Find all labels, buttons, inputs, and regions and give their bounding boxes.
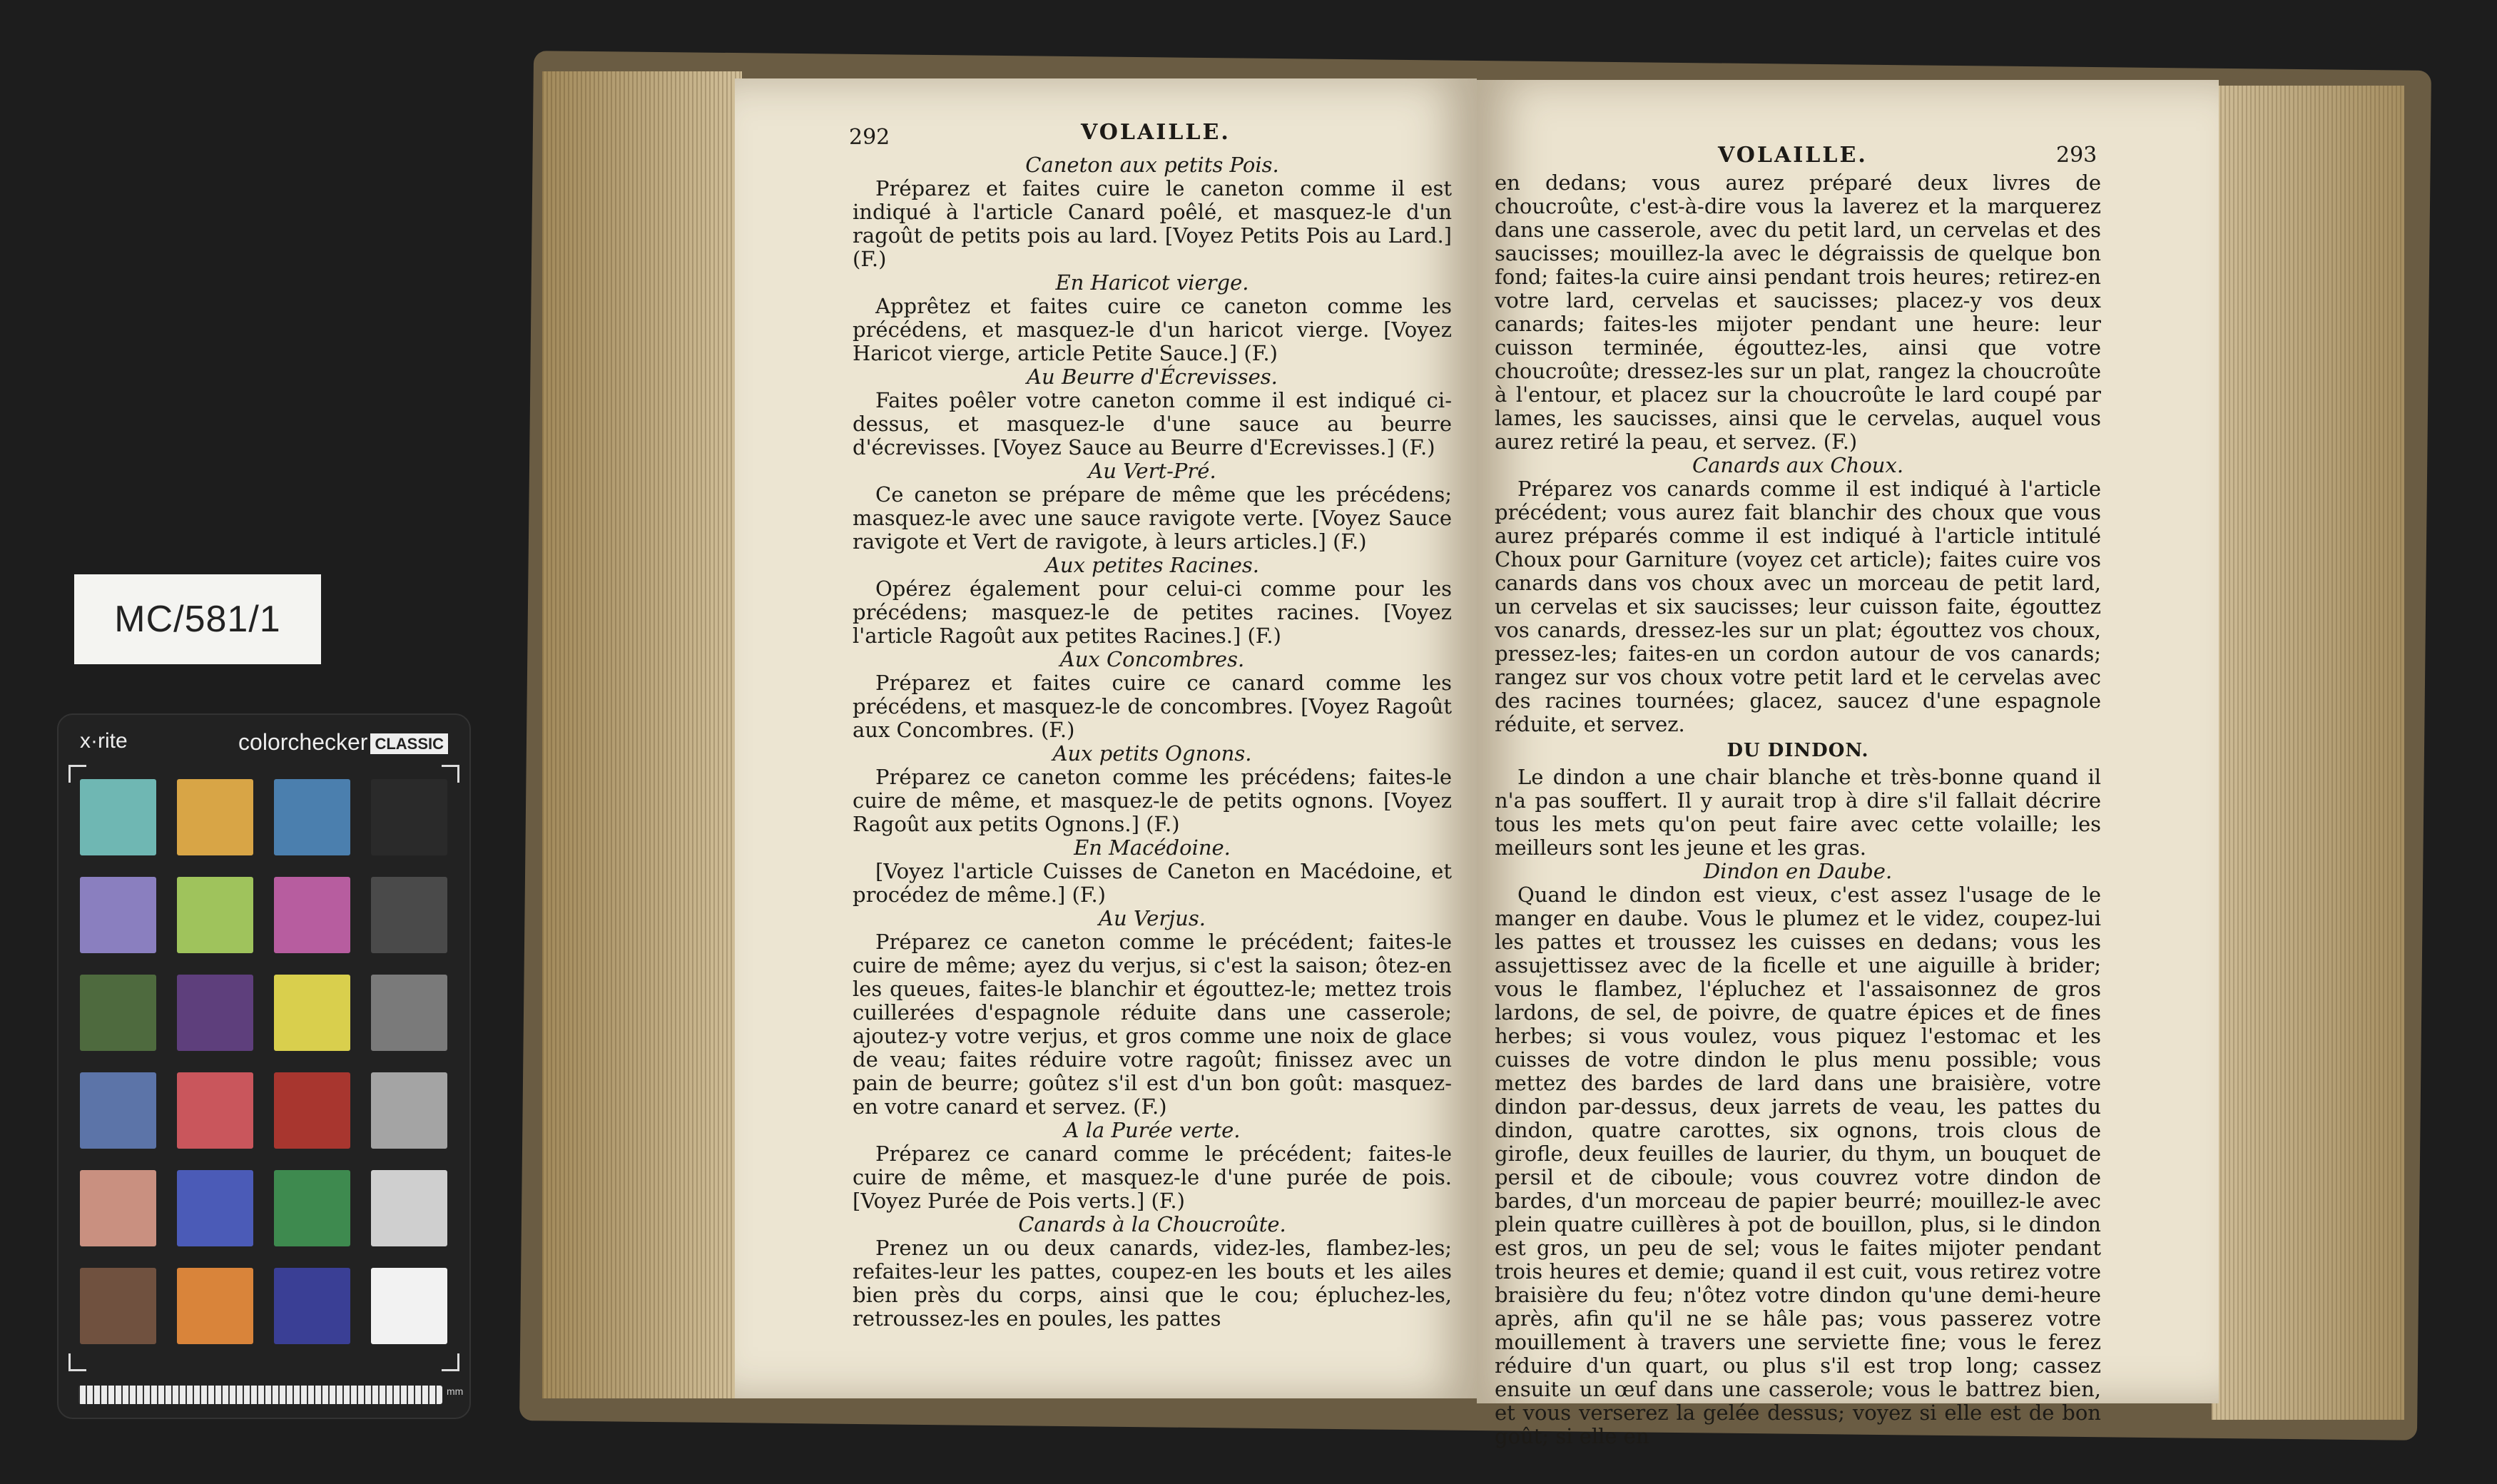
recipe-heading: En Haricot vierge. (1055, 270, 1249, 295)
color-patch (177, 975, 253, 1051)
color-patch (371, 1268, 447, 1344)
left-page-number: 292 (849, 125, 890, 150)
left-page-text (853, 153, 1452, 1331)
paragraph: en dedans; vous aurez préparé deux livres de choucroûte, c'est-à-dire vous la laverez et la marquerez dans une casserole, avec du petit lard, un cervelas et des saucisses; mouillez-la avec le dégraissis de quelque bon fond; faites-la cuire ainsi pendant trois heures; retirez-en votre lard, cervelas et saucisses; placez-y vos deux canards; faites-les mijoter pendant une heure: leur cuisson terminée, égouttez-les, ainsi que votre choucroûte; dressez-les sur un plat, rangez la choucroûte à l'entour, et placez sur la choucroûte le lard coupé par lames, les saucisses, ainsi que le cervelas, auquel vous aurez retiré la peau, et servez. (F.) (1495, 171, 2101, 454)
paragraph: Préparez ce canard comme le précédent; faites-le cuire de même, et masquez-le d'une purée de pois. [Voyez Purée de Pois verts.] (F.) (853, 1142, 1452, 1213)
corner-mark (68, 1353, 86, 1371)
section-heading: DU DINDON. (1726, 740, 1869, 761)
color-patch (177, 877, 253, 953)
recipe-heading: Canards aux Choux. (1692, 453, 1904, 477)
color-patch (371, 779, 447, 855)
xrite-logo: x·rite (80, 729, 128, 753)
paragraph: Préparez et faites cuire le caneton comme il est indiqué à l'article Canard poêlé, et masquez-le d'un ragoût de petits pois au lard. [Voyez Petits Pois au Lard.] (F.) (853, 176, 1452, 271)
color-patch (274, 1170, 350, 1246)
color-checker-card (57, 713, 471, 1419)
color-patch (80, 877, 156, 953)
color-patch (274, 779, 350, 855)
recipe-heading: Au Beurre d'Écrevisses. (1027, 365, 1278, 389)
color-patch (371, 1072, 447, 1149)
corner-mark (442, 765, 459, 783)
color-patch (371, 975, 447, 1051)
color-patch (274, 1072, 350, 1149)
ruler-unit-label: mm (447, 1386, 464, 1397)
paragraph: Préparez vos canards comme il est indiqué à l'article précédent; vous aurez fait blanchir des choux que vous aurez préparés comme il est indiqué à l'article intitulé Choux pour Garniture (voyez cet article); faites cuire vos canards dans vos choux avec un morceau de petit lard, un cervelas et six saucisses; leur cuisson faite, égouttez vos canards, dressez-les sur un plat; égouttez vos choux, pressez-les; faites-en un cordon autour de vos canards; rangez sur vos choux votre petit lard et le cervelas avec des racines tournées; glacez, saucez d'une espagnole réduite, et servez. (1495, 477, 2101, 736)
corner-mark (442, 1353, 459, 1371)
page-block-left (542, 71, 742, 1398)
color-patch (80, 1268, 156, 1344)
mm-ruler (78, 1386, 442, 1404)
paragraph: Préparez ce caneton comme le précédent; faites-le cuire de même; ayez du verjus, si c'est la saison; ôtez-en les queues, faites-le blanchir et égouttez-le; mettez trois cuillerées d'espagnole réduite dans une casserole; ajoutez-y votre verjus, et gros comme une noix de glace de veau; faites réduire votre ragoût; finissez avec un pain de beurre; goûtez s'il est d'un bon goût: masquez-en votre canard et servez. (F.) (853, 930, 1452, 1119)
paragraph: Préparez ce caneton comme les précédens; faites-le cuire de même, et masquez-le de petits ognons. [Voyez Ragoût aux petits Ognons.] (F.) (853, 765, 1452, 836)
recipe-heading: Dindon en Daube. (1703, 859, 1893, 883)
recipe-heading: Au Verjus. (1099, 906, 1206, 930)
color-patch (274, 975, 350, 1051)
colorchecker-badge: CLASSIC (370, 733, 448, 754)
color-patch (80, 975, 156, 1051)
page-block-right (2212, 86, 2404, 1420)
color-patch (274, 1268, 350, 1344)
color-patch (371, 877, 447, 953)
archive-reference-label (74, 574, 321, 664)
left-running-head: VOLAILLE. (1081, 120, 1231, 145)
paragraph: Préparez et faites cuire ce canard comme les précédens, et masquez-le de concombres. [Voyez Ragoût aux Concombres. (F.) (853, 671, 1452, 742)
recipe-heading: Au Vert-Pré. (1088, 459, 1216, 483)
color-patch (177, 1170, 253, 1246)
color-patch (177, 1072, 253, 1149)
paragraph: Apprêtez et faites cuire ce caneton comme les précédens, et masquez-le d'un haricot vierge. [Voyez Haricot vierge, article Petite Sauce.] (F.) (853, 294, 1452, 365)
paragraph: Quand le dindon est vieux, c'est assez l'usage de le manger en daube. Vous le plumez et le videz, coupez-lui les pattes et troussez les cuisses en dedans; vous les assujettissez avec de la ficelle et une aiguille à brider; vous le flambez, l'épluchez et l'assaisonnez de gros lardons, de sel, de poivre, de quatre épices et de fines herbes; si vous voulez, vous piquez l'estomac et les cuisses de votre dindon le plus menu possible; vous mettez des bardes de lard dans une braisière, votre dindon par-dessus, deux jarrets de veau, les pattes du dindon, quatre carottes, six ognons, trois clous de girofle, deux feuilles de laurier, du thym, un bouquet de persil et de ciboule; vous couvrez votre dindon de bardes, d'un morceau de papier beurré; mouillez-le avec plein quatre cuillères à pot de bouillon, plus, si le dindon est gros, un peu de sel; vous le faites mijoter pendant trois heures et demie; quand il est cuit, vous retirez votre braisière du feu; n'ôtez votre dindon qu'une demi-heure après, afin qu'il ne se hâle pas; vous passerez votre mouillement à travers une serviette fine; vous le ferez réduire d'un quart, ou plus s'il est trop long; cassez ensuite un œuf dans une casserole; vous le battrez bien, et vous verserez la gelée dessus; voyez si elle est de bon goût; si elle en (1495, 883, 2101, 1448)
recipe-heading: Aux Concombres. (1059, 647, 1245, 671)
color-patch (80, 1170, 156, 1246)
color-patch (80, 1072, 156, 1149)
recipe-heading: Caneton aux petits Pois. (1025, 153, 1279, 177)
color-patch (274, 877, 350, 953)
paragraph: Ce caneton se prépare de même que les précédens; masquez-le avec une sauce ravigote verte. [Voyez Sauce ravigote et Vert de ravigote, à leurs articles.] (F.) (853, 482, 1452, 554)
paragraph: [Voyez l'article Cuisses de Caneton en Macédoine, et procédez de même.] (F.) (853, 859, 1452, 907)
paragraph: Faites poêler votre caneton comme il est indiqué ci-dessus, et masquez-le d'une sauce au beurre d'écrevisses. [Voyez Sauce au Beurre d'Ecrevisses.] (F.) (853, 388, 1452, 459)
recipe-heading: En Macédoine. (1074, 835, 1231, 860)
paragraph: Prenez un ou deux canards, videz-les, flambez-les; refaites-leur les pattes, coupez-en les bouts et les ailes bien près du corps, ainsi que le cou; épluchez-les, retroussez-les en poules, les pattes (853, 1236, 1452, 1331)
color-patch (177, 1268, 253, 1344)
recipe-heading: A la Purée verte. (1064, 1118, 1241, 1142)
right-page-number: 293 (2056, 143, 2097, 168)
colorchecker-title (238, 729, 448, 756)
recipe-heading: Canards à la Choucroûte. (1018, 1212, 1286, 1236)
colorchecker-name: colorchecker (238, 729, 368, 755)
corner-mark (68, 765, 86, 783)
right-running-head: VOLAILLE. (1718, 143, 1868, 168)
recipe-heading: Aux petits Ognons. (1052, 741, 1252, 766)
color-patch (177, 779, 253, 855)
paragraph: Opérez également pour celui-ci comme pour les précédens; masquez-le de petites racines. [Voyez l'article Ragoût aux petites Racines.] (F.) (853, 576, 1452, 648)
color-patch (80, 779, 156, 855)
color-patch (371, 1170, 447, 1246)
right-page-text (1495, 171, 2101, 1448)
archive-reference-text: MC/581/1 (114, 599, 281, 640)
recipe-heading: Aux petites Racines. (1044, 553, 1259, 577)
paragraph: Le dindon a une chair blanche et très-bonne quand il n'a pas souffert. Il y aurait trop à dire s'il fallait décrire tous les mets qu'on peut faire avec cette volaille; les meilleurs sont les jeune et les gras. (1495, 765, 2101, 860)
